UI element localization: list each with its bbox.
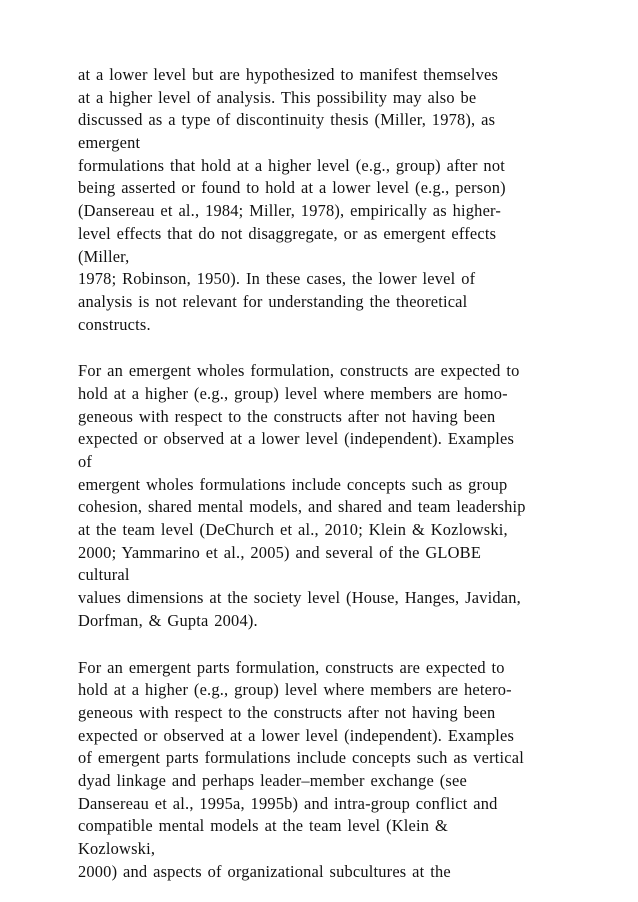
text-line: Dansereau et al., 1995a, 1995b) and intra-group conflict and — [78, 793, 498, 813]
paragraph-emergent-parts — [78, 657, 618, 884]
text-line: expected or observed at a lower level (independent). Examples — [78, 429, 515, 449]
text-line: Kozlowski, — [78, 839, 156, 858]
text-line: level effects that do not disaggregate, or as emergent effects — [78, 223, 497, 243]
text-line: 2000) and aspects of organizational subcultures at the — [78, 861, 451, 881]
text-line: constructs. — [78, 314, 151, 334]
text-line: 2000; Yammarino et al., 2005) and several of the GLOBE — [78, 542, 482, 562]
text-line: (Dansereau et al., 1984; Miller, 1978), empirically as higher- — [78, 201, 502, 221]
text-line: of emergent parts formulations include concepts such as vertical — [78, 748, 524, 768]
text-line: cohesion, shared mental models, and shared and team leadership — [78, 497, 526, 517]
text-line: emergent — [78, 133, 141, 153]
text-line: values dimensions at the society level (House, Hanges, Javidan, — [78, 588, 521, 608]
text-line: Dorfman, & Gupta 2004). — [78, 610, 258, 630]
text-line: dyad linkage and perhaps leader–member exchange (see — [78, 770, 467, 790]
text-line: expected or observed at a lower level (independent). Examples — [78, 725, 515, 745]
text-line: compatible mental models at the team level (Klein & — [78, 816, 448, 836]
text-line: at a higher level of analysis. This possibility may also be — [78, 87, 477, 107]
text-line: analysis is not relevant for understanding the theoretical — [78, 291, 468, 311]
text-line: (Miller, — [78, 246, 130, 266]
text-line: 1978; Robinson, 1950). In these cases, the lower level of — [78, 269, 476, 289]
text-line: geneous with respect to the constructs after not having been — [78, 406, 496, 426]
text-line: For an emergent parts formulation, constructs are expected to — [78, 657, 505, 677]
text-line: of — [78, 452, 93, 471]
text-line: hold at a higher (e.g., group) level where members are homo- — [78, 383, 508, 403]
text-line: For an emergent wholes formulation, constructs are expected to — [78, 361, 520, 381]
document-page — [78, 64, 618, 883]
text-line: emergent wholes formulations include concepts such as group — [78, 474, 508, 494]
text-line: at the team level (DeChurch et al., 2010; Klein & Kozlowski, — [78, 520, 508, 540]
text-line: geneous with respect to the constructs after not having been — [78, 702, 496, 722]
paragraph-discontinuity-thesis — [78, 64, 618, 336]
text-line: discussed as a type of discontinuity thesis (Miller, 1978), as — [78, 110, 496, 130]
paragraph-emergent-wholes — [78, 360, 618, 632]
text-line: at a lower level but are hypothesized to manifest themselves — [78, 65, 499, 84]
text-line: being asserted or found to hold at a lower level (e.g., person) — [78, 178, 506, 198]
text-line: cultural — [78, 565, 130, 585]
text-line: formulations that hold at a higher level (e.g., group) after not — [78, 155, 505, 175]
text-line: hold at a higher (e.g., group) level where members are hetero- — [78, 680, 512, 700]
